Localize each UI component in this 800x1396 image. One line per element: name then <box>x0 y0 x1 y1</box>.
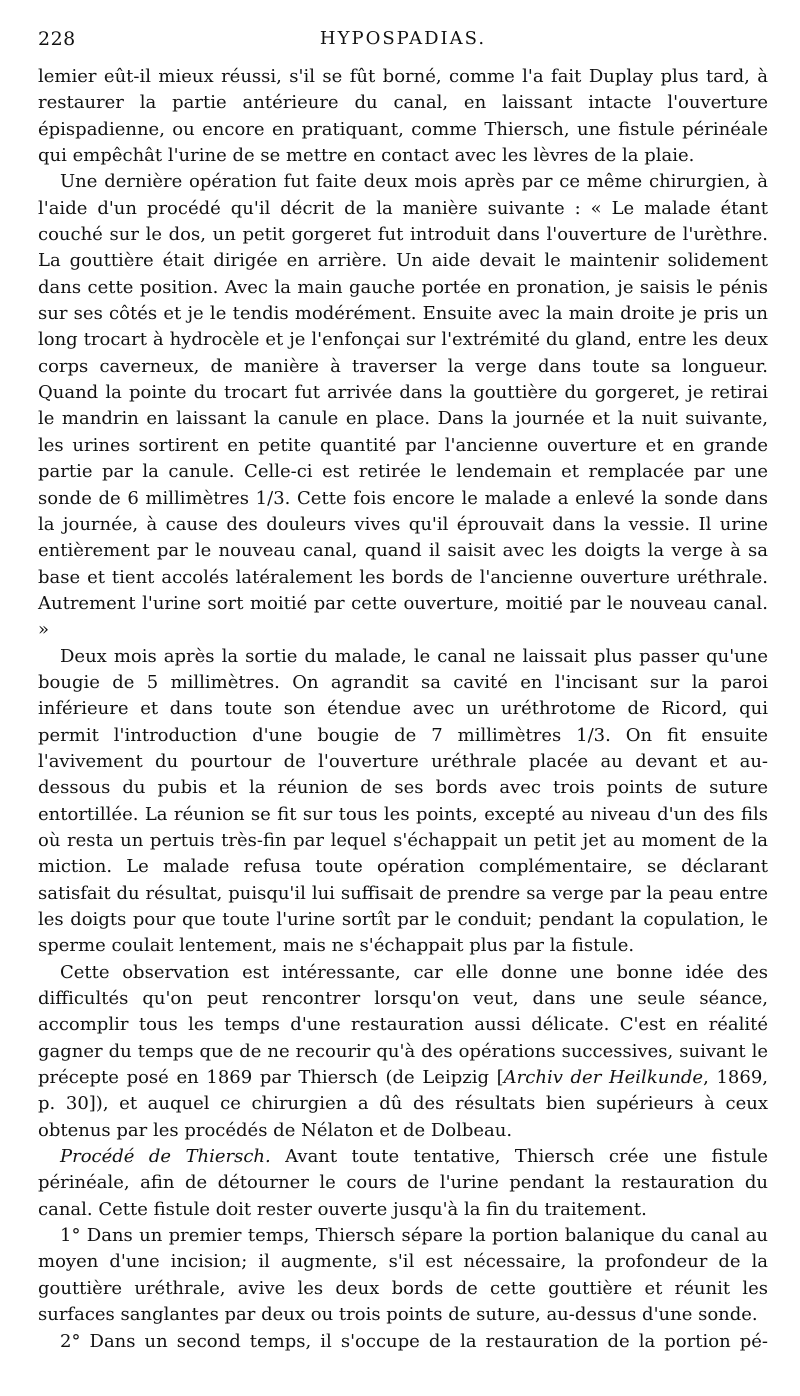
paragraph-step-two: 2° Dans un second temps, il s'occupe de la restauration de la portion pé- <box>60 1330 768 1352</box>
running-title: HYPOSPADIAS. <box>319 28 487 49</box>
paragraph-operation-quote: Une dernière opération fut faite deux mois après par ce même chirurgien, à l'aide d'un procédé qu'il décrit de la manière suivante : « Le malade étant couché sur le dos, un petit gorgeret fut introduit dans l'ouverture de l'urèthre. La gouttière était dirigée en arrière. Un aide devait le maintenir solidement dans cette position. Avec la main gauche portée en pronation, je saisis le pénis sur ses côtés et je le tendis modérément. Ensuite avec la main droite je pris un long trocart à hydrocèle et je l'enfonçai sur l'extrémité du gland, entre les deux corps caverneux, de manière à traverser la verge dans toute sa longueur. Quand la pointe du trocart fut arrivée dans la gouttière du gorgeret, je retirai le mandrin en laissant la canule en place. Dans la journée et la nuit suivante, les urines sortirent en petite quantité par l'ancienne ouverture et en grande partie par la canule. Celle-ci est retirée le lendemain et remplacée par une sonde de 6 millimètres 1/3. Cette fois encore le malade a enlevé la sonde dans la journée, à cause des douleurs vives qu'il éprouvait dans la vessie. Il urine entièrement par le nouveau canal, quand il saisit avec les doigts la verge à sa base et tient accolés latéralement les bords de l'ancienne ouverture uréthrale. Autrement l'urine sort moitié par cette ouverture, moitié par le nouveau canal. » <box>38 171 768 641</box>
paragraph-observation <box>38 960 768 1144</box>
page-header <box>38 28 768 54</box>
paragraph-continued: lemier eût-il mieux réussi, s'il se fût borné, comme l'a fait Duplay plus tard, à restaurer la partie antérieure du canal, en laissant intacte l'ouverture épispadienne, ou encore en pratiquant, comme Thiersch, une fistule périnéale qui empêchât l'urine de se mettre en contact avec les lèvres de la plaie. <box>38 66 768 167</box>
page-number: 228 <box>38 28 76 50</box>
journal-citation: Archiv der Heilkunde <box>503 1067 704 1089</box>
paragraph-step-one: 1° Dans un premier temps, Thiersch sépare la portion balanique du canal au moyen d'une incision; il augmente, s'il est nécessaire, la profondeur de la gouttière uréthrale, avive les deux bords de cette gouttière et réunit les surfaces sanglantes par deux ou trois points de suture, au-dessus d'une sonde. <box>38 1225 768 1326</box>
observation-text-before: Cette observation est intéressante, car elle donne une bonne idée des difficultés qu'on peut rencontrer lorsqu'on veut, dans une seule séance, accomplir tous les temps d'une restauration aussi délicate. C'est en réalité gagner du temps que de ne recourir qu'à des opérations successives, suivant le précepte posé en 1869 par Thiersch (de Leipzig [ <box>38 961 768 1089</box>
observation-text-after: , 1869, p. 30]), et auquel ce chirurgien a dû des résultats bien supérieurs à ceux obtenus par les procédés de Nélaton et de Dolbeau. <box>38 1067 768 1141</box>
body-text <box>38 64 768 1355</box>
procedure-intro-text: Avant toute tentative, Thiersch crée une fistule périnéale, afin de détourner le cours de l'urine pendant la restauration du canal. Cette fistule doit rester ouverte jusqu'à la fin du traitement. <box>38 1146 768 1220</box>
procedure-heading: Procédé de Thiersch. <box>60 1146 271 1168</box>
paragraph-outcome: Deux mois après la sortie du malade, le canal ne laissait plus passer qu'une bougie de 5 millimètres. On agrandit sa cavité en l'incisant sur la paroi inférieure et dans toute son étendue avec un uréthrotome de Ricord, qui permit l'introduction d'une bougie de 7 millimètres 1/3. On fit ensuite l'avivement du pourtour de l'ouverture uréthrale placée au devant et au-dessous du pubis et la réunion de ses bords avec trois points de suture entortillée. La réunion se fit sur tous les points, excepté au niveau d'un des fils où resta un pertuis très-fin par lequel s'échappait un petit jet au moment de la miction. Le malade refusa toute opération complémentaire, se déclarant satisfait du résultat, puisqu'il lui suffisait de prendre sa verge par la peau entre les doigts pour que toute l'urine sortît par le conduit; pendant la copulation, le sperme coulait lentement, mais ne s'échappait plus par la fistule. <box>38 645 768 957</box>
book-page <box>38 28 768 1355</box>
paragraph-procedure-intro <box>38 1144 768 1223</box>
